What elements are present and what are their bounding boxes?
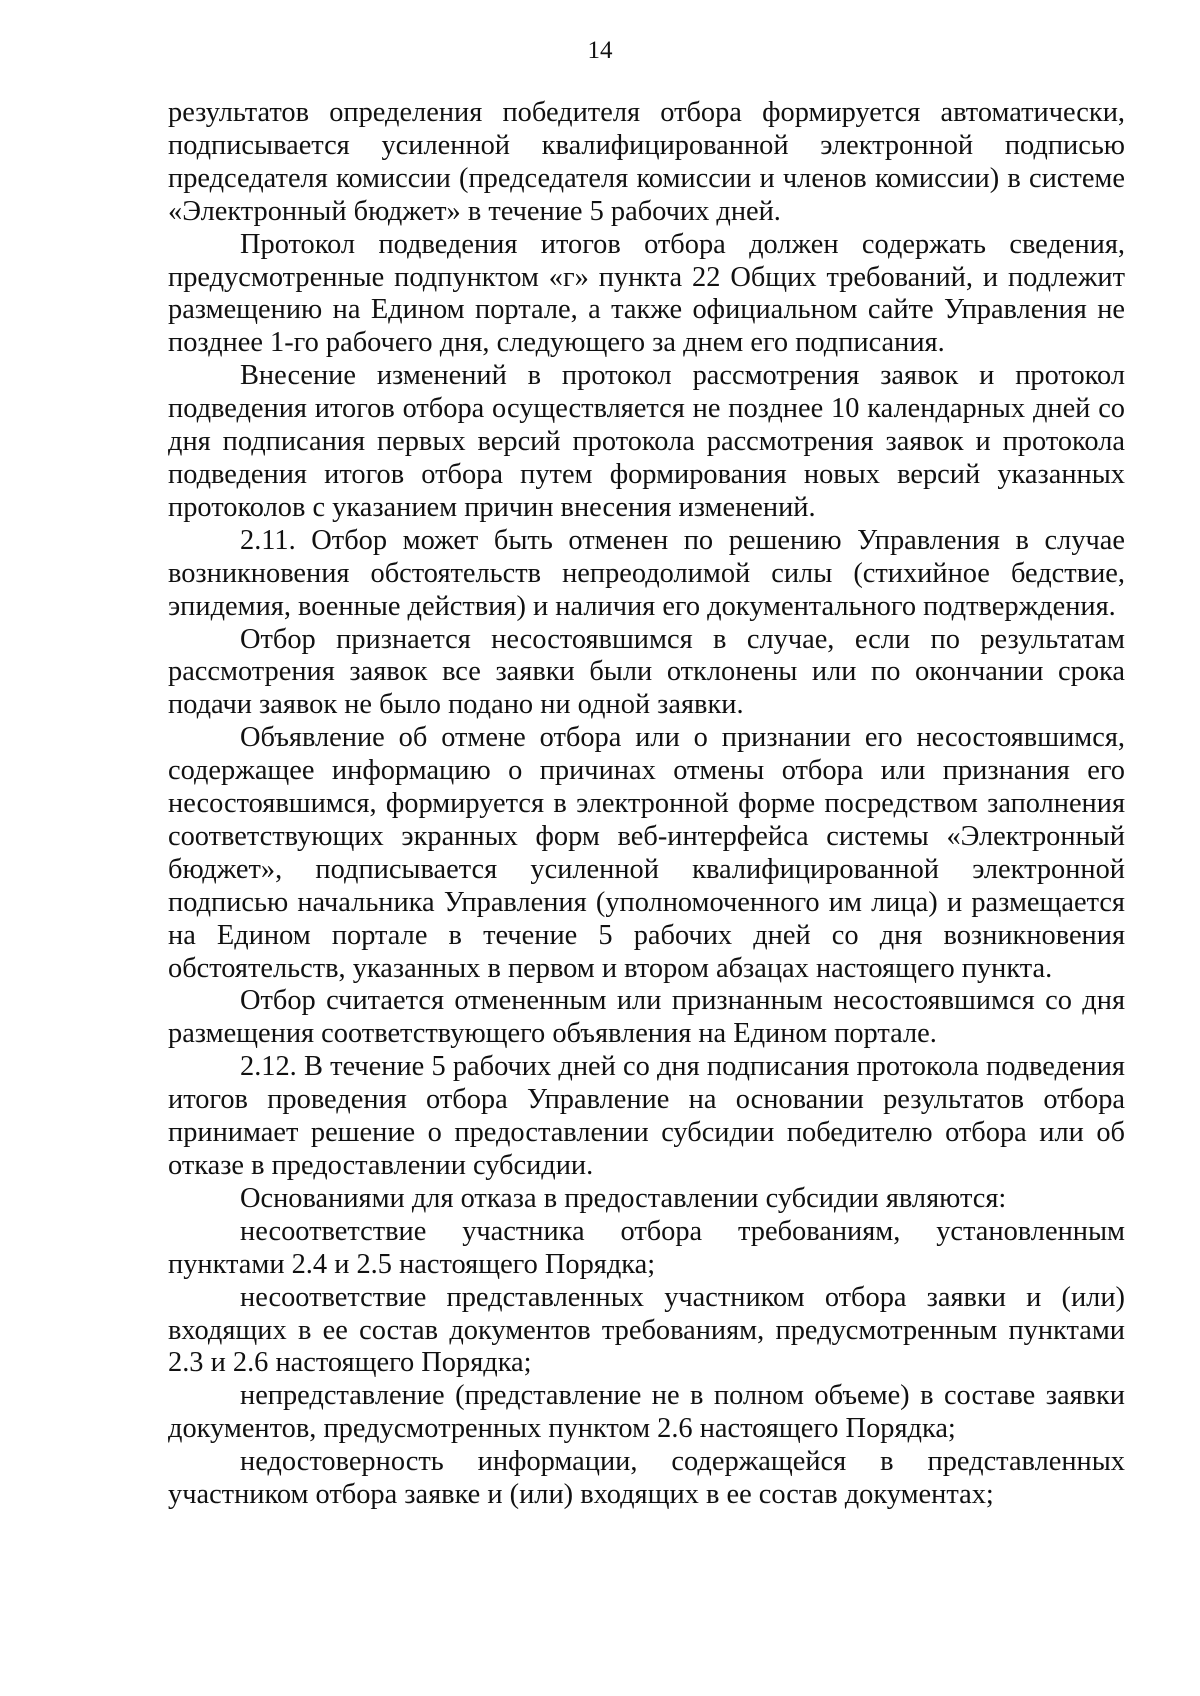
paragraph-continuation: результатов определения победителя отбора формируется автоматически, подписывается усиленной квалифицированной электронной подписью председателя комиссии (председателя комиссии и членов комиссии) в системе «Электронный бюджет» в течение 5 рабочих дней. bbox=[168, 97, 1125, 227]
paragraph-protocol-contents: Протокол подведения итогов отбора должен содержать сведения, предусмотренные подпунктом «г» пункта 22 Общих требований, и подлежит размещению на Едином портале, а также официальном сайте Управления не позднее 1-го рабочего дня, следующего за днем его подписания. bbox=[168, 228, 1125, 359]
paragraph-cancellation-notice: Объявление об отмене отбора или о признании его несостоявшимся, содержащее информацию о причинах отмены отбора или признания его несостоявшимся, формируется в электронной форме посредством заполнения соответствующих экранных форм веб-интерфейса системы «Электронный бюджет», подписывается усиленной квалифицированной электронной подписью начальника Управления (уполномоченного им лица) и размещается на Едином портале в течение 5 рабочих дней со дня возникновения обстоятельств, указанных в первом и втором абзацах настоящего пункта. bbox=[168, 722, 1125, 984]
list-item-refusal-ground: несоответствие участника отбора требованиям, установленным пунктами 2.4 и 2.5 настоящего Порядка; bbox=[168, 1215, 1125, 1280]
list-item-refusal-ground: непредставление (представление не в полном объеме) в составе заявки документов, предусмотренных пунктом 2.6 настоящего Порядка; bbox=[168, 1380, 1125, 1445]
paragraph-refusal-grounds-intro: Основаниями для отказа в предоставлении субсидии являются: bbox=[240, 1182, 1007, 1214]
paragraph-2-11-cancellation: 2.11. Отбор может быть отменен по решению Управления в случае возникновения обстоятельств непреодолимой силы (стихийное бедствие, эпидемия, военные действия) и наличия его документального подтверждения. bbox=[168, 524, 1125, 622]
paragraph-2-12-decision: 2.12. В течение 5 рабочих дней со дня подписания протокола подведения итогов проведения отбора Управление на основании результатов отбора принимает решение о предоставлении субсидии победителю отбора или об отказе в предоставлении субсидии. bbox=[168, 1051, 1125, 1181]
page-number: 14 bbox=[587, 37, 613, 64]
paragraph-cancellation-effective: Отбор считается отмененным или признанным несостоявшимся со дня размещения соответствующего объявления на Едином портале. bbox=[168, 985, 1125, 1050]
paragraph-selection-failed: Отбор признается несостоявшимся в случае, если по результатам рассмотрения заявок все заявки были отклонены или по окончании срока подачи заявок не было подано ни одной заявки. bbox=[168, 623, 1125, 721]
document-body bbox=[168, 97, 1125, 1512]
list-item-refusal-ground: несоответствие представленных участником отбора заявки и (или) входящих в ее состав документов требованиям, предусмотренным пунктами 2.3 и 2.6 настоящего Порядка; bbox=[168, 1281, 1125, 1379]
list-item-refusal-ground: недостоверность информации, содержащейся в представленных участником отбора заявке и (или) входящих в ее состав документах; bbox=[168, 1446, 1125, 1511]
paragraph-protocol-amendments: Внесение изменений в протокол рассмотрения заявок и протокол подведения итогов отбора осуществляется не позднее 10 календарных дней со дня подписания первых версий протокола рассмотрения заявок и протокола подведения итогов отбора путем формирования новых версий указанных протоколов с указанием причин внесения изменений. bbox=[168, 360, 1125, 523]
